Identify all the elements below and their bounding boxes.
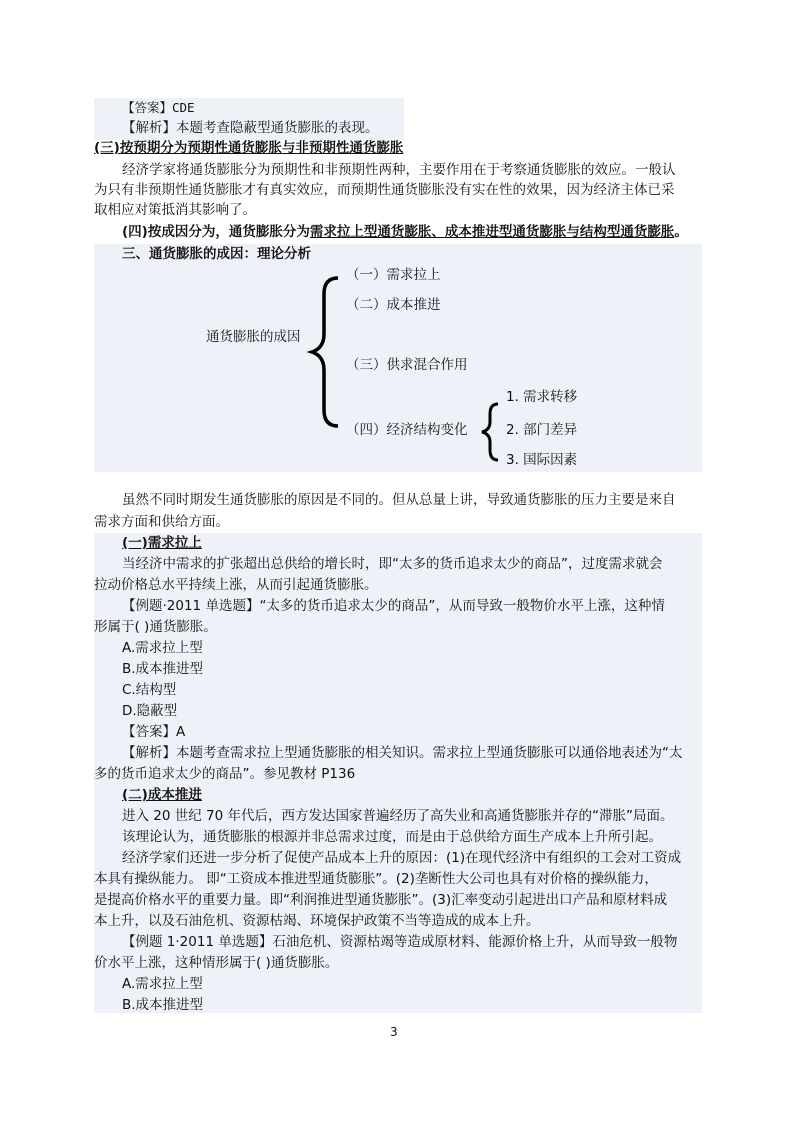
option-b: B.成本推进型 [122, 997, 204, 1013]
option-a: A.需求拉上型 [122, 976, 203, 992]
paragraph-line: 是提高价格水平的重要力量。即“利润推进型通货膨胀”。(3)汇率变动引起进出口产品和原材料成 [94, 892, 668, 908]
example-question: 价水平上涨，这种情形属于( )通货膨胀。 [94, 955, 339, 971]
sub-brace [482, 404, 498, 460]
option-d: D.隐蔽型 [122, 703, 178, 719]
example-question: 【例题 1·2011 单选题】石油危机、资源枯竭等造成原材料、能源价格上升，从而导致一般物 [122, 934, 678, 950]
option-b: B.成本推进型 [122, 661, 204, 677]
example-question: 【例题·2011 单选题】“太多的货币追求太少的商品”，从而导致一般物价水平上涨，这种情 [122, 598, 665, 614]
paragraph-line: 为只有非预期性通货膨胀才有真实效应，而预期性通货膨胀没有实在性的效果，因为经济主体已采 [94, 182, 675, 198]
paragraph-line: 进入 20 世纪 70 年代后，西方发达国家普遍经历了高失业和高通货膨胀并存的“滞胀”局面。 [122, 808, 674, 824]
paragraph-line: 本具有操纵能力。 即“工资成本推进型通货膨胀”。(2)垄断性大公司也具有对价格的操纵能力， [94, 871, 658, 887]
analysis-line: 【解析】本题考查隐蔽型通货膨胀的表现。 [122, 120, 379, 136]
paragraph-line: 当经济中需求的扩张超出总供给的增长时，即“太多的货币追求太少的商品”，过度需求就会 [122, 556, 663, 572]
paragraph-line: 拉动价格总水平持续上涨，从而引起通货膨胀。 [94, 577, 378, 593]
paragraph-line: 虽然不同时期发生通货膨胀的原因是不同的。但从总量上讲，导致通货膨胀的压力主要是来自 [122, 492, 676, 508]
branch-demand-pull: （一）需求拉上 [346, 267, 441, 283]
sub-branch-international: 3. 国际因素 [506, 452, 578, 468]
main-brace [312, 278, 338, 426]
paragraph-line: 该理论认为，通货膨胀的根源并非总需求过度，而是由于总供给方面生产成本上升所引起。 [122, 829, 662, 845]
heading-demand-pull: (一)需求拉上 [122, 535, 202, 551]
answer-line: 【答案】A [122, 724, 186, 740]
answer-line: 【答案】CDE [122, 100, 195, 115]
analysis-line: 【解析】本题考查需求拉上型通货膨胀的相关知识。需求拉上型通货膨胀可以通俗地表述为“太 [122, 745, 683, 761]
sub-branch-demand-shift: 1. 需求转移 [506, 389, 578, 405]
section-heading-causes: 三、通货膨胀的成因：理论分析 [122, 246, 311, 262]
paragraph-line: 本上升，以及石油危机、资源枯竭、环境保护政策不当等造成的成本上升。 [94, 913, 540, 929]
sub-branch-sector-difference: 2. 部门差异 [506, 422, 578, 438]
heading-cost-push: (二)成本推进 [122, 787, 202, 803]
causes-tree-diagram [94, 264, 702, 472]
option-c: C.结构型 [122, 682, 177, 698]
branch-mixed: （三）供求混合作用 [346, 357, 468, 373]
diagram-root-label: 通货膨胀的成因 [206, 329, 301, 345]
page-number: 3 [390, 1025, 398, 1039]
branch-cost-push: （二）成本推进 [346, 297, 441, 313]
paragraph-line: 经济学家们还进一步分析了促使产品成本上升的原因：(1)在现代经济中有组织的工会对工资成 [122, 850, 682, 866]
heading-by-cause: (四)按成因分为，通货膨胀分为需求拉上型通货膨胀、成本推进型通货膨胀与结构型通货膨胀。 [122, 224, 688, 240]
analysis-line: 多的货币追求太少的商品”。参见教材 P136 [94, 766, 356, 782]
paragraph-line: 经济学家将通货膨胀分为预期性和非预期性两种，主要作用在于考察通货膨胀的效应。一般认 [122, 162, 676, 178]
example-question: 形属于( )通货膨胀。 [94, 619, 217, 635]
branch-structural: （四）经济结构变化 [346, 422, 468, 438]
heading-expected-inflation: (三)按预期分为预期性通货膨胀与非预期性通货膨胀 [94, 140, 404, 156]
option-a: A.需求拉上型 [122, 640, 203, 656]
paragraph-line: 需求方面和供给方面。 [94, 514, 229, 530]
paragraph-line: 取相应对策抵消其影响了。 [94, 202, 256, 218]
